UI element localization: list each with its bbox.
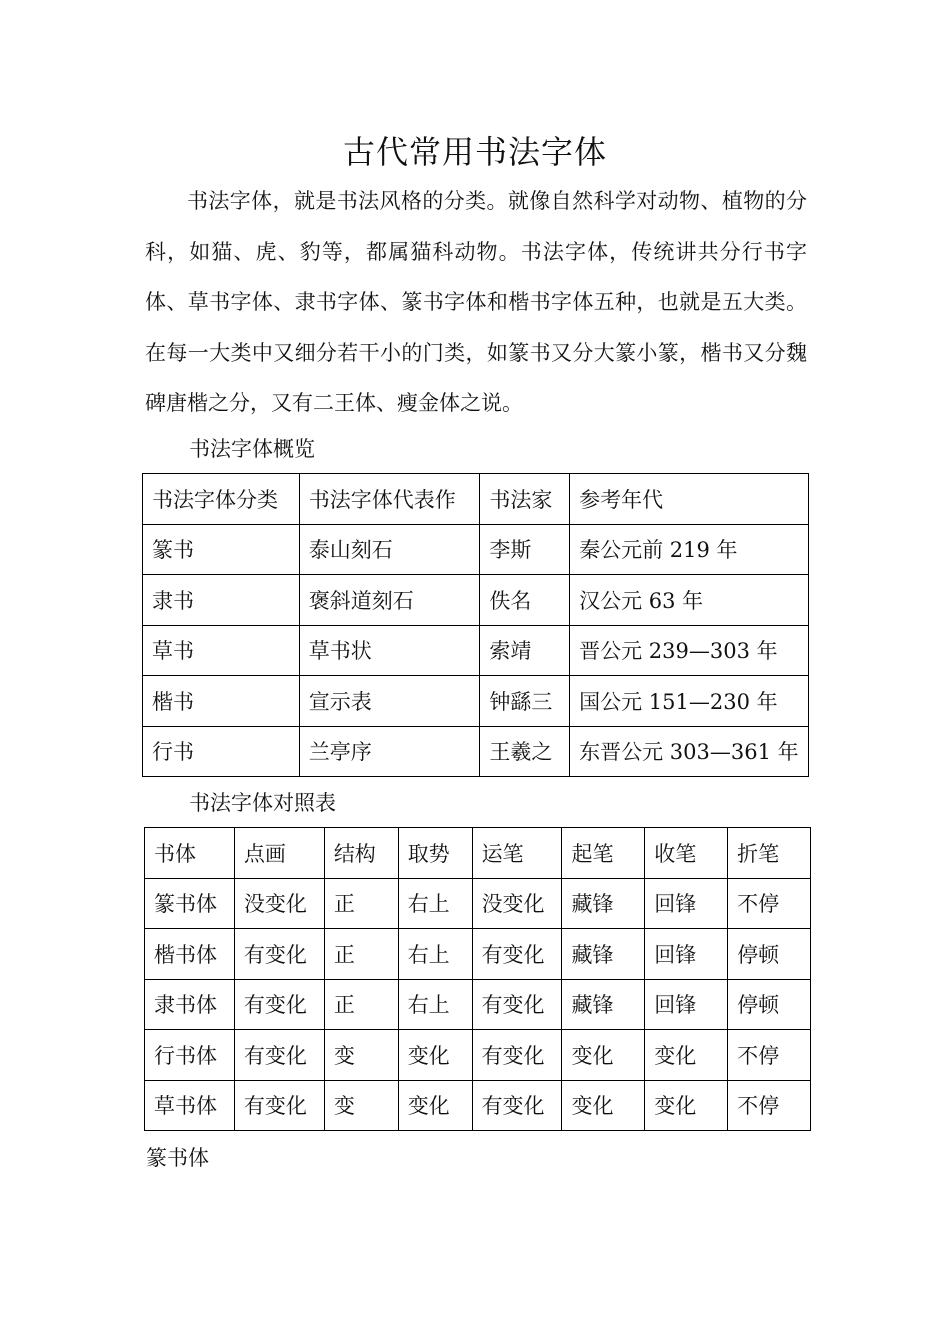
- overview-table-caption: 书法字体概览: [189, 437, 315, 461]
- table-cell: 索靖: [480, 625, 570, 676]
- table-cell: 正: [324, 929, 398, 980]
- table-cell: 右上: [398, 878, 472, 929]
- table-cell: 篆书体: [145, 878, 235, 929]
- table-header-cell: 收笔: [645, 828, 728, 879]
- table-header-cell: 点画: [234, 828, 324, 879]
- table-cell: 变: [324, 1080, 398, 1131]
- table-cell: 不停: [728, 1030, 811, 1081]
- table-cell: 没变化: [234, 878, 324, 929]
- table-cell: 停顿: [728, 979, 811, 1030]
- table-cell: 变化: [645, 1030, 728, 1081]
- table-cell: 李斯: [480, 524, 570, 575]
- table-cell: 草书体: [145, 1080, 235, 1131]
- table-cell: 楷书体: [145, 929, 235, 980]
- table-cell: 草书: [143, 625, 300, 676]
- section-heading: 篆书体: [146, 1146, 209, 1170]
- table-row: [143, 625, 809, 676]
- table-cell: 楷书: [143, 676, 300, 727]
- table-cell: 有变化: [234, 1030, 324, 1081]
- table-cell: 篆书: [143, 524, 300, 575]
- table-header-cell: 取势: [398, 828, 472, 879]
- table-header-cell: 起笔: [562, 828, 645, 879]
- table-cell: 变化: [562, 1030, 645, 1081]
- table-header-cell: 书法家: [480, 474, 570, 525]
- table-row: [145, 979, 811, 1030]
- table-header-cell: 参考年代: [570, 474, 809, 525]
- table-cell: 国公元 151—230 年: [570, 676, 809, 727]
- table-cell: 回锋: [645, 979, 728, 1030]
- table-cell: 汉公元 63 年: [570, 575, 809, 626]
- table-cell: 王羲之: [480, 726, 570, 777]
- table-row: [145, 1030, 811, 1081]
- table-cell: 变: [324, 1030, 398, 1081]
- table-header-cell: 折笔: [728, 828, 811, 879]
- table-cell: 佚名: [480, 575, 570, 626]
- table-cell: 有变化: [472, 979, 562, 1030]
- compare-table: [144, 827, 811, 1131]
- table-header-cell: 书法字体分类: [143, 474, 300, 525]
- table-cell: 藏锋: [562, 929, 645, 980]
- table-cell: 有变化: [472, 1080, 562, 1131]
- table-cell: 有变化: [234, 1080, 324, 1131]
- table-cell: 有变化: [234, 929, 324, 980]
- table-cell: 有变化: [472, 1030, 562, 1081]
- table-cell: 泰山刻石: [299, 524, 480, 575]
- table-cell: 钟繇三: [480, 676, 570, 727]
- table-row: [143, 524, 809, 575]
- table-header-row: [143, 474, 809, 525]
- table-cell: 兰亭序: [299, 726, 480, 777]
- table-cell: 行书体: [145, 1030, 235, 1081]
- table-header-cell: 结构: [324, 828, 398, 879]
- table-header-cell: 书体: [145, 828, 235, 879]
- compare-table-caption: 书法字体对照表: [189, 791, 336, 815]
- table-cell: 宣示表: [299, 676, 480, 727]
- table-cell: 有变化: [234, 979, 324, 1030]
- table-cell: 回锋: [645, 878, 728, 929]
- table-cell: 变化: [562, 1080, 645, 1131]
- table-cell: 草书状: [299, 625, 480, 676]
- table-cell: 不停: [728, 878, 811, 929]
- table-cell: 停顿: [728, 929, 811, 980]
- table-cell: 没变化: [472, 878, 562, 929]
- table-cell: 褒斜道刻石: [299, 575, 480, 626]
- table-cell: 正: [324, 878, 398, 929]
- table-row: [145, 878, 811, 929]
- table-cell: 隶书: [143, 575, 300, 626]
- table-row: [143, 726, 809, 777]
- table-cell: 右上: [398, 929, 472, 980]
- table-cell: 东晋公元 303—361 年: [570, 726, 809, 777]
- table-header-cell: 运笔: [472, 828, 562, 879]
- table-cell: 变化: [398, 1080, 472, 1131]
- intro-paragraph: 书法字体，就是书法风格的分类。就像自然科学对动物、植物的分科，如猫、虎、豹等，都属猫科动物。书法字体，传统讲共分行书字体、草书字体、隶书字体、篆书字体和楷书字体五种，也就是五大类。在每一大类中又细分若干小的门类，如篆书又分大篆小篆，楷书又分魏碑唐楷之分，又有二王体、瘦金体之说。: [145, 189, 807, 415]
- overview-table: [142, 473, 809, 777]
- table-cell: 行书: [143, 726, 300, 777]
- table-row: [145, 1080, 811, 1131]
- table-cell: 右上: [398, 979, 472, 1030]
- table-cell: 变化: [645, 1080, 728, 1131]
- table-cell: 变化: [398, 1030, 472, 1081]
- page-title: 古代常用书法字体: [342, 133, 607, 171]
- table-cell: 秦公元前 219 年: [570, 524, 809, 575]
- table-cell: 藏锋: [562, 979, 645, 1030]
- table-header-row: [145, 828, 811, 879]
- table-cell: 回锋: [645, 929, 728, 980]
- table-cell: 藏锋: [562, 878, 645, 929]
- table-row: [143, 676, 809, 727]
- table-cell: 正: [324, 979, 398, 1030]
- table-cell: 不停: [728, 1080, 811, 1131]
- table-row: [143, 575, 809, 626]
- table-cell: 晋公元 239—303 年: [570, 625, 809, 676]
- table-row: [145, 929, 811, 980]
- table-header-cell: 书法字体代表作: [299, 474, 480, 525]
- table-cell: 隶书体: [145, 979, 235, 1030]
- table-cell: 有变化: [472, 929, 562, 980]
